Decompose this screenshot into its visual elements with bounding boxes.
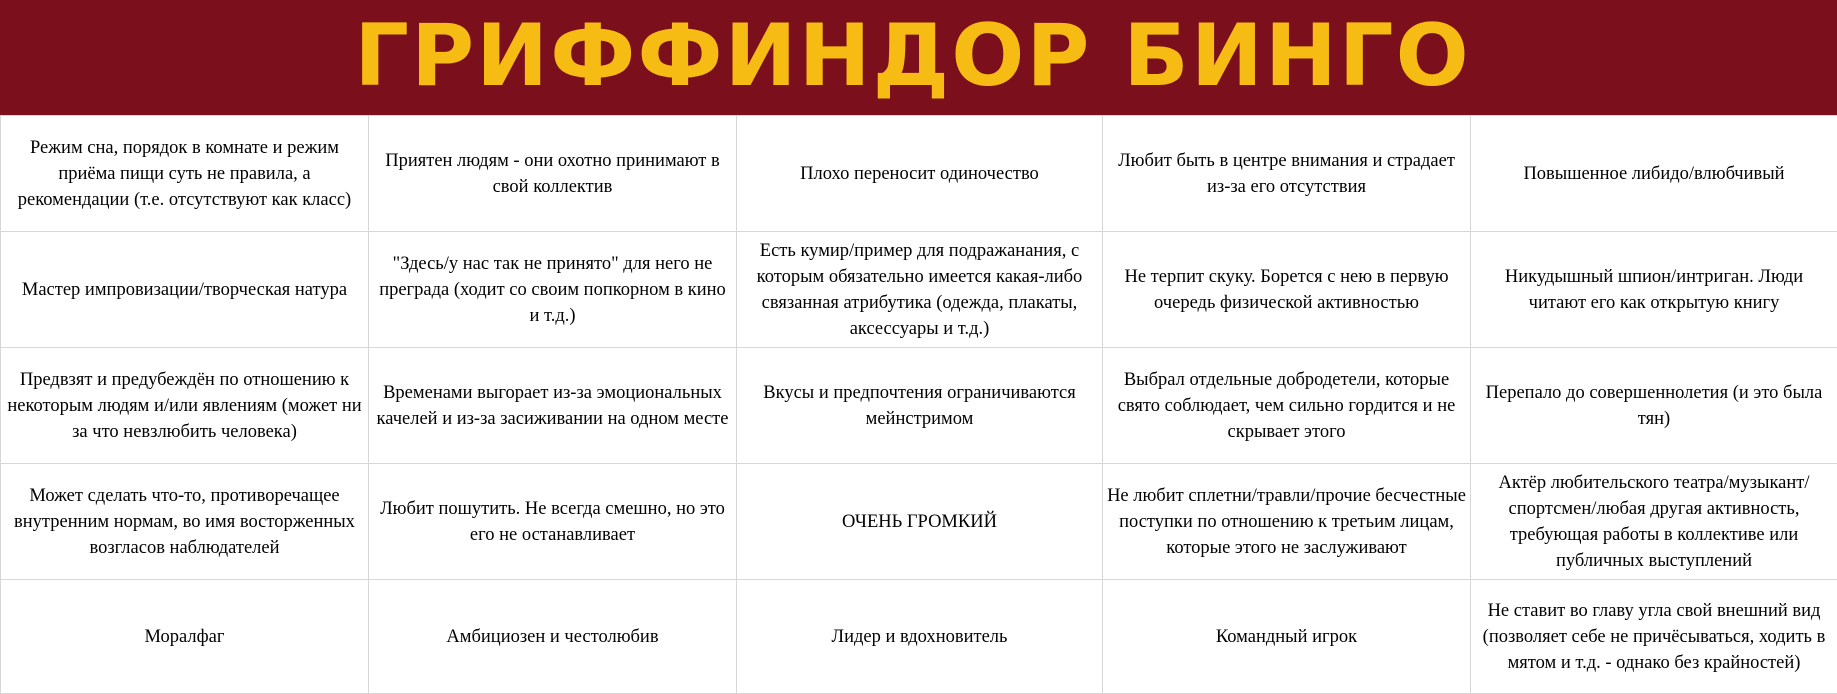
bingo-cell[interactable]: Актёр любительского театра/музыкант/спортсмен/любая другая активность, требующая работы в коллективе или публичных выступлений: [1471, 464, 1837, 580]
bingo-cell[interactable]: Не терпит скуку. Борется с нею в первую очередь физической активностью: [1103, 232, 1471, 348]
bingo-cell[interactable]: Не ставит во главу угла свой внешний вид (позволяет себе не причёсываться, ходить в мятом и т.д. - однако без крайностей): [1471, 580, 1837, 694]
bingo-cell[interactable]: Предвзят и предубеждён по отношению к некоторым людям и/или явлениям (может ни за что невзлюбить человека): [1, 348, 369, 464]
bingo-cell[interactable]: Командный игрок: [1103, 580, 1471, 694]
bingo-cell[interactable]: Не любит сплетни/травли/прочие бесчестные поступки по отношению к третьим лицам, которые этого не заслуживают: [1103, 464, 1471, 580]
bingo-grid: [0, 115, 1837, 694]
bingo-cell[interactable]: Амбициозен и честолюбив: [369, 580, 737, 694]
bingo-row: [1, 464, 1837, 580]
bingo-cell[interactable]: Выбрал отдельные добродетели, которые свято соблюдает, чем сильно гордится и не скрывает этого: [1103, 348, 1471, 464]
bingo-cell[interactable]: Перепало до совершеннолетия (и это была тян): [1471, 348, 1837, 464]
bingo-cell[interactable]: Плохо переносит одиночество: [737, 116, 1103, 232]
bingo-cell[interactable]: Моралфаг: [1, 580, 369, 694]
bingo-cell[interactable]: ОЧЕНЬ ГРОМКИЙ: [737, 464, 1103, 580]
bingo-cell[interactable]: Любит пошутить. Не всегда смешно, но это его не останавливает: [369, 464, 737, 580]
bingo-row: [1, 232, 1837, 348]
bingo-cell[interactable]: Есть кумир/пример для подражанания, с которым обязательно имеется какая-либо связанная атрибутика (одежда, плакаты, аксессуары и т.д.): [737, 232, 1103, 348]
bingo-cell[interactable]: Вкусы и предпочтения ограничиваются мейнстримом: [737, 348, 1103, 464]
bingo-row: [1, 580, 1837, 694]
bingo-cell[interactable]: Режим сна, порядок в комнате и режим приёма пищи суть не правила, а рекомендации (т.е. отсутствуют как класс): [1, 116, 369, 232]
bingo-row: [1, 348, 1837, 464]
bingo-cell[interactable]: "Здесь/у нас так не принято" для него не преграда (ходит со своим попкорном в кино и т.д.): [369, 232, 737, 348]
title-banner: [0, 0, 1837, 115]
bingo-cell[interactable]: Может сделать что-то, противоречащее внутренним нормам, во имя восторженных возгласов наблюдателей: [1, 464, 369, 580]
bingo-cell[interactable]: Повышенное либидо/влюбчивый: [1471, 116, 1837, 232]
bingo-cell[interactable]: Любит быть в центре внимания и страдает из-за его отсутствия: [1103, 116, 1471, 232]
bingo-cell[interactable]: Лидер и вдохновитель: [737, 580, 1103, 694]
bingo-title: ГРИФФИНДОР БИНГО: [354, 6, 1470, 106]
bingo-cell[interactable]: Никудышный шпион/интриган. Люди читают его как открытую книгу: [1471, 232, 1837, 348]
bingo-cell[interactable]: Временами выгорает из-за эмоциональных качелей и из-за засиживании на одном месте: [369, 348, 737, 464]
bingo-row: [1, 116, 1837, 232]
bingo-cell[interactable]: Мастер импровизации/творческая натура: [1, 232, 369, 348]
bingo-cell[interactable]: Приятен людям - они охотно принимают в свой коллектив: [369, 116, 737, 232]
